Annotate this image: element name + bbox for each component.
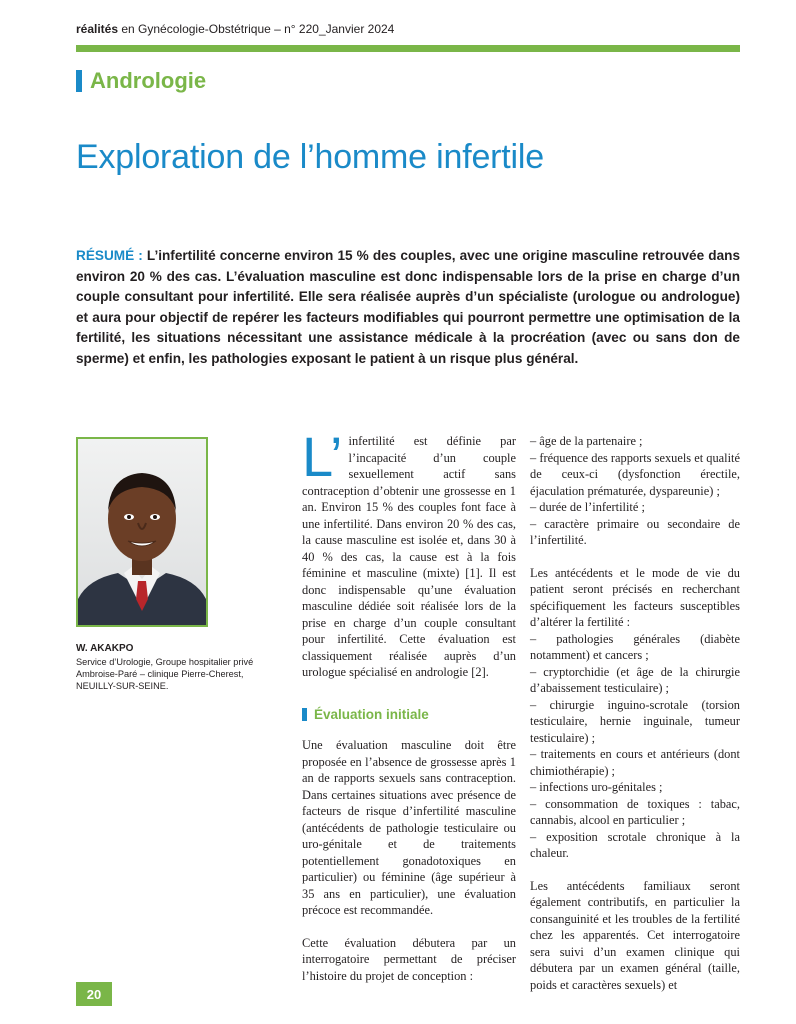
subheading-marker [302, 708, 307, 721]
intro-paragraph [302, 425, 516, 681]
author-photo [76, 437, 208, 627]
paragraph: Cette évaluation débutera par un interrogatoire permettant de préciser l’histoire du projet de conception : [302, 935, 516, 983]
page-number: 20 [76, 982, 112, 1006]
paragraph: Une évaluation masculine doit être proposée en l’absence de grossesse après 1 an de rapports sexuels sans contraception. Dans certaines situations avec présence de facteurs de risque d’infertilité masculine (antécédents de pathologie testiculaire ou uro-génitale et de traitements potentiellement gonadotoxiques en particulier) ou féminine (âge supérieur à 35 ans en particulier), une évaluation précoce est recommandée. [302, 738, 516, 917]
list-item: – durée de l’infertilité ; [530, 500, 645, 514]
section-label [76, 68, 206, 94]
list-item: – chirurgie inguino-scrotale (torsion testiculaire, hernie inguinale, tumeur testiculaire) ; [530, 697, 740, 745]
subheading-text: Évaluation initiale [314, 706, 429, 722]
running-header [76, 22, 394, 36]
list-item: – consommation de toxiques : tabac, cannabis, alcool en particulier ; [530, 796, 740, 827]
abstract-label: RÉSUMÉ : [76, 248, 143, 263]
section-title: Andrologie [90, 68, 207, 93]
subheading [302, 707, 516, 724]
list-item: – caractère primaire ou secondaire de l’infertilité. [530, 516, 740, 547]
affiliation-line: NEUILLY-SUR-SEINE. [76, 681, 169, 691]
list-item: – infections uro-génitales ; [530, 780, 663, 794]
list-item: – cryptorchidie (et âge de la chirurgie d’abaissement testiculaire) ; [530, 664, 740, 695]
history-list [530, 433, 740, 549]
affiliation-line: Ambroise-Paré – clinique Pierre-Cherest, [76, 669, 244, 679]
top-rule [76, 45, 740, 52]
author-name: W. AKAKPO [76, 643, 134, 654]
intro-text: infertilité est définie par l’incapacité d’un couple sexuellement actif sans contraception d’obtenir une grossesse en 1 an. Environ 15 % des couples font face à une infertilité. Dans environ 20 % des cas, la cause masculine est isolée et, dans 30 à 40 % des cas, la cause est à la fois féminine et masculine (mixte) [1]. Il est donc indispensable qu’une évaluation masculine dédiée soit réalisée lors de la prise en charge d’un couple consultant pour infertilité. Cette évaluation est classiquement réalisée auprès d’un urologue spécialisé en andrologie [2]. [302, 434, 516, 679]
article-title: Exploration de l’homme infertile [76, 138, 544, 176]
list-item: – fréquence des rapports sexuels et qualité de ceux-ci (dysfonction érectile, éjaculation prématurée, dyspareunie) ; [530, 450, 740, 498]
list-item: – âge de la partenaire ; [530, 434, 643, 448]
body-column-2 [530, 433, 740, 993]
list-item: – pathologies générales (diabète notamment) et cancers ; [530, 631, 740, 662]
section-marker [76, 70, 82, 92]
abstract-text: L’infertilité concerne environ 15 % des couples, avec une origine masculine retrouvée dans environ 20 % des cas. L’évaluation masculine est donc indispensable lors de la prise en charge d’un couple consultant pour infertilité. Elle sera réalisée auprès d’un spécialiste (urologue ou andrologue) et aura pour objectif de repérer les facteurs modifiables qui pourront permettre une optimisation de la fertilité, les situations nécessitant une assistance médicale à la procréation (avec ou sans don de sperme) et enfin, les pathologies exposant le patient à un risque plus général. [76, 248, 741, 366]
paragraph: Les antécédents et le mode de vie du patient seront précisés en recherchant spécifiquement les facteurs susceptibles d’altérer la fertilité : [530, 565, 740, 629]
author-portrait-image [78, 439, 206, 625]
risk-factor-list [530, 631, 740, 862]
paragraph: Les antécédents familiaux seront également contributifs, en particulier la consanguinité et les troubles de la fertilité chez les apparentés. Cet interrogatoire sera suivi d’un examen clinique qui débutera par un examen général (taille, poids et caractères sexuels) et [530, 878, 740, 992]
abstract [76, 246, 740, 369]
drop-cap: L’ [302, 425, 343, 488]
body-column-1 [302, 425, 516, 984]
list-item: – traitements en cours et antérieurs (dont chimiothérapie) ; [530, 747, 740, 778]
journal-name: réalités [76, 22, 119, 36]
author-affiliation [76, 656, 286, 692]
affiliation-line: Service d’Urologie, Groupe hospitalier privé [76, 657, 254, 667]
journal-issue: en Gynécologie-Obstétrique – n° 220_Janvier 2024 [118, 22, 395, 36]
list-item: – exposition scrotale chronique à la chaleur. [530, 829, 740, 860]
